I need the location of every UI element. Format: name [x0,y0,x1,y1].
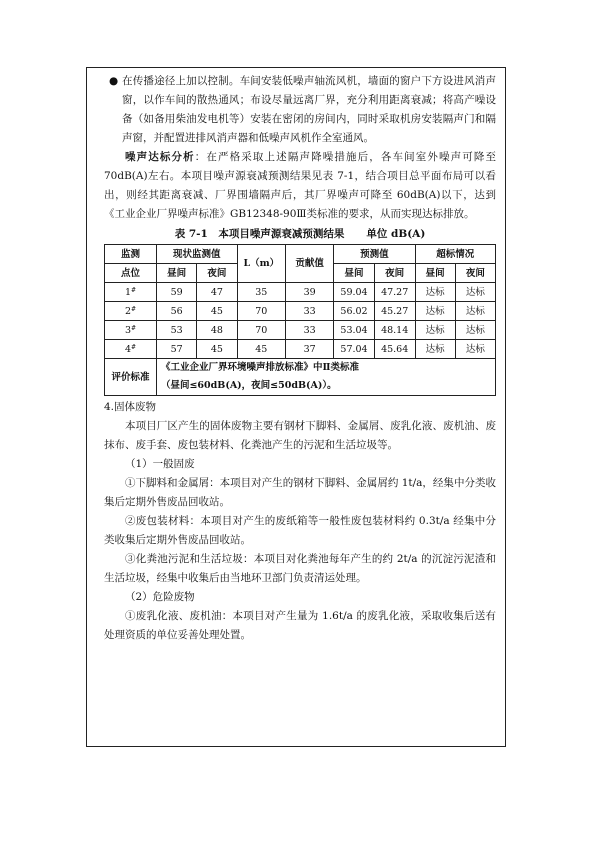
header-current-night: 夜间 [197,264,237,283]
hazard-waste-item-1: ①废乳化液、废机油：本项目对产生量为 1.6t/a 的废乳化液，采取收集后送有处理资质的单位妥善处理处置。 [104,610,496,641]
bullet-paragraph [104,72,496,148]
cell-pred-day: 57.04 [334,340,375,359]
table-row [105,302,496,321]
cell-pred-day: 59.04 [334,283,375,302]
table-eval-row [105,359,496,396]
header-current-day: 昼间 [156,264,196,283]
table-header-row [105,245,496,264]
table-row [105,283,496,302]
general-waste-item-3: ③化粪池污泥和生活垃圾：本项目对化粪池每年产生的约 2t/a 的沉淀污泥渣和生活垃圾，经集中收集后由当地环卫部门负责清运处理。 [104,553,496,584]
table-unit: 单位 dB(A) [366,228,426,240]
document-body [104,72,496,645]
cell-distance: 35 [237,283,286,302]
cell-cur-day: 59 [156,283,196,302]
cell-cur-night: 47 [197,283,237,302]
table-caption [104,225,496,243]
cell-distance: 45 [237,340,286,359]
cell-ex-day: 达标 [415,302,455,321]
cell-ex-night: 达标 [455,302,495,321]
cell-distance: 70 [237,302,286,321]
cell-ex-day: 达标 [415,340,455,359]
cell-point: 3# [105,321,157,340]
eval-standard-line1: 《工业企业厂界环境噪声排放标准》中Ⅱ类标准 [160,362,359,373]
cell-contribution: 37 [286,340,334,359]
cell-contribution: 39 [286,283,334,302]
general-waste-item-1: ①下脚料和金属屑：本项目对产生的钢材下脚料、金属屑约 1t/a，经集中分类收集后定期外售废品回收站。 [104,477,496,508]
header-point-2: 点位 [105,264,157,283]
header-current: 现状监测值 [156,245,237,264]
solid-waste-intro: 本项目厂区产生的固体废物主要有钢材下脚料、金属屑、废乳化液、废机油、废抹布、废手套、废包装材料、化粪池产生的污泥和生活垃圾等。 [104,420,496,451]
table-title: 表 7-1 本项目噪声源衰减预测结果 [174,228,345,240]
cell-pred-night: 45.64 [374,340,415,359]
cell-cur-night: 48 [197,321,237,340]
cell-pred-day: 53.04 [334,321,375,340]
cell-ex-day: 达标 [415,283,455,302]
cell-pred-night: 48.14 [374,321,415,340]
noise-prediction-table [104,244,496,396]
noise-analysis-lead: 噪声达标分析 [125,151,195,163]
cell-cur-day: 56 [156,302,196,321]
table-row [105,340,496,359]
hazard-waste-heading: （2）危险废物 [125,591,195,603]
bullet-dot-icon: ● [109,75,119,87]
header-ex-day: 昼间 [415,264,455,283]
cell-pred-night: 47.27 [374,283,415,302]
header-predicted: 预测值 [334,245,415,264]
cell-cur-day: 53 [156,321,196,340]
cell-cur-night: 45 [197,302,237,321]
solid-waste-heading: 4.固体废物 [104,401,157,413]
cell-ex-night: 达标 [455,321,495,340]
noise-analysis-text: ：在严格采取上述隔声降噪措施后，各车间室外噪声可降至 70dB(A)左右。本项目噪声源衰减预测结果见表 7-1，结合项目总平面布局可以看出，则经其距离衰减、厂界围墙隔声后，其厂界噪声可降至 60dB(A)以下，达到《工业企业厂界噪声标准》GB12348-90Ⅲ类标准的要求，从而实现达标排放。 [104,151,497,220]
header-exceed: 超标情况 [415,245,495,264]
cell-contribution: 33 [286,321,334,340]
general-waste-item-2: ②废包装材料：本项目对产生的废纸箱等一般性废包装材料约 0.3t/a 经集中分类收集后定期外售废品回收站。 [104,515,496,546]
eval-label: 评价标准 [105,359,157,396]
eval-standard [156,359,495,396]
cell-point: 4# [105,340,157,359]
cell-point: 1# [105,283,157,302]
cell-distance: 70 [237,321,286,340]
header-distance: L（m） [237,245,286,283]
bullet-text: 在传播途径上加以控制。车间安装低噪声轴流风机，墙面的窗户下方设进风消声窗，以作车间的散热通风；布设尽量远离厂界，充分利用距离衰减；将高产噪设备（如备用柴油发电机等）安装在密闭的房间内，同时采取机房安装隔声门和隔声窗，并配置进排风消声器和低噪声风机作全室通风。 [122,75,496,144]
cell-ex-night: 达标 [455,340,495,359]
noise-analysis-paragraph [104,148,496,224]
cell-pred-night: 45.27 [374,302,415,321]
table-row [105,321,496,340]
header-point: 监测 [105,245,157,264]
header-contribution: 贡献值 [286,245,334,283]
header-pred-night: 夜间 [374,264,415,283]
cell-point: 2# [105,302,157,321]
general-waste-heading: （1）一般固废 [125,458,195,470]
eval-standard-line2: （昼间≤60dB(A)，夜间≤50dB(A)）。 [160,380,337,391]
cell-contribution: 33 [286,302,334,321]
cell-cur-day: 57 [156,340,196,359]
header-ex-night: 夜间 [455,264,495,283]
cell-pred-day: 56.02 [334,302,375,321]
header-pred-day: 昼间 [334,264,375,283]
cell-ex-day: 达标 [415,321,455,340]
cell-ex-night: 达标 [455,283,495,302]
cell-cur-night: 45 [197,340,237,359]
